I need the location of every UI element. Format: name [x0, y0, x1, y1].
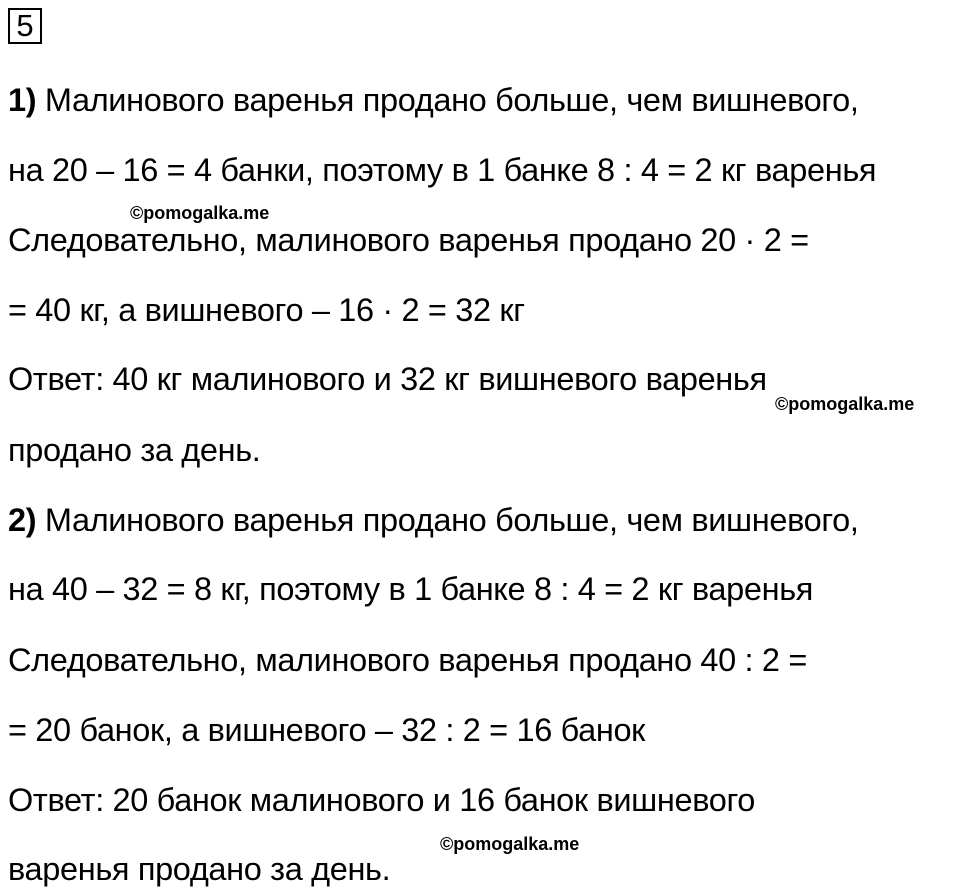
part2-line-4: = 20 банок, а вишневого – 32 : 2 = 16 банок — [8, 712, 646, 748]
part1-line-3: Следовательно, малинового варенья продано 20 · 2 = — [8, 222, 809, 258]
part2-line-6: варенья продано за день. — [8, 851, 391, 887]
task-number-box: 5 — [8, 8, 42, 44]
part1-label: 1) — [8, 82, 37, 118]
part1-line-2: на 20 – 16 = 4 банки, поэтому в 1 банке 8 : 4 = 2 кг варенья — [8, 152, 877, 188]
part1-line-1-text: Малинового варенья продано больше, чем вишневого, — [36, 82, 859, 118]
part1-line-4: = 40 кг, а вишневого – 16 · 2 = 32 кг — [8, 292, 525, 328]
watermark: ©pomogalka.me — [440, 834, 580, 854]
part1-line-1 — [8, 80, 859, 120]
part1-line-5: Ответ: 40 кг малинового и 32 кг вишневого варенья — [8, 361, 767, 397]
part2-line-2: на 40 – 32 = 8 кг, поэтому в 1 банке 8 : 4 = 2 кг варенья — [8, 571, 814, 607]
part2-line-1-text: Малинового варенья продано больше, чем вишневого, — [36, 502, 859, 538]
watermark: ©pomogalka.me — [130, 203, 270, 223]
part2-line-1 — [8, 500, 859, 540]
part2-line-5: Ответ: 20 банок малинового и 16 банок вишневого — [8, 782, 756, 818]
part2-line-3: Следовательно, малинового варенья продано 40 : 2 = — [8, 642, 807, 678]
part1-line-6: продано за день. — [8, 432, 261, 468]
watermark: ©pomogalka.me — [775, 394, 915, 414]
part2-label: 2) — [8, 502, 37, 538]
